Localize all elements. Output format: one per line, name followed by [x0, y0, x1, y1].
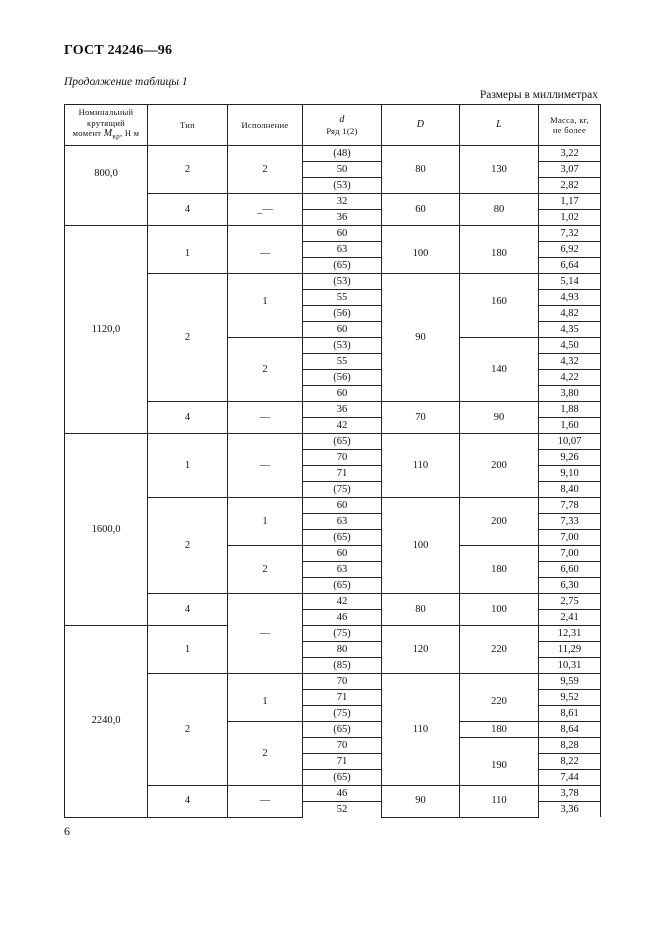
D-cell: 110: [382, 434, 460, 498]
type-cell: 4: [148, 194, 228, 226]
table-row: [65, 146, 601, 162]
D-cell: 70: [382, 402, 460, 434]
mass-cell: 3,80: [539, 386, 601, 402]
mass-cell: 9,52: [539, 690, 601, 706]
type-cell: 2: [148, 674, 228, 786]
d-cell: (65): [303, 722, 382, 738]
mass-cell: 4,22: [539, 370, 601, 386]
D-cell: 120: [382, 626, 460, 674]
L-cell: 220: [460, 626, 539, 674]
mass-cell: 7,00: [539, 530, 601, 546]
version-cell: —: [228, 434, 303, 498]
d-cell: 50: [303, 162, 382, 178]
L-cell: 190: [460, 738, 539, 786]
d-cell: (56): [303, 370, 382, 386]
mass-cell: 3,07: [539, 162, 601, 178]
mass-cell: 4,93: [539, 290, 601, 306]
version-cell: 2: [228, 722, 303, 786]
L-cell: 200: [460, 498, 539, 546]
d-cell: 46: [303, 786, 382, 802]
mass-cell: 11,29: [539, 642, 601, 658]
type-cell: 4: [148, 402, 228, 434]
page-number: 6: [64, 824, 70, 838]
d-cell: (53): [303, 274, 382, 290]
d-cell: 63: [303, 242, 382, 258]
header-version: Исполнение: [228, 105, 303, 146]
d-cell: 63: [303, 562, 382, 578]
d-cell: 55: [303, 354, 382, 370]
d-cell: (75): [303, 482, 382, 498]
d-cell: 63: [303, 514, 382, 530]
d-cell: 70: [303, 450, 382, 466]
version-cell: 1: [228, 274, 303, 338]
d-cell: (65): [303, 578, 382, 594]
d-cell: (65): [303, 770, 382, 786]
d-cell: (65): [303, 434, 382, 450]
d-cell: (65): [303, 530, 382, 546]
L-cell: 90: [460, 402, 539, 434]
d-cell: (53): [303, 338, 382, 354]
table-header-row: [65, 105, 601, 146]
D-cell: 90: [382, 274, 460, 402]
version-cell: —: [228, 594, 303, 674]
d-cell: 70: [303, 674, 382, 690]
mass-cell: 9,26: [539, 450, 601, 466]
version-cell: —: [228, 226, 303, 274]
L-cell: 220: [460, 674, 539, 722]
mass-cell: 9,59: [539, 674, 601, 690]
mass-cell: 8,28: [539, 738, 601, 754]
torque-cell: 1600,0: [65, 434, 148, 626]
version-cell: 2: [228, 338, 303, 402]
d-cell: 71: [303, 690, 382, 706]
d-cell: 36: [303, 402, 382, 418]
d-cell: 80: [303, 642, 382, 658]
mass-cell: 1,02: [539, 210, 601, 226]
mass-cell: 10,07: [539, 434, 601, 450]
d-cell: (75): [303, 626, 382, 642]
mass-cell: 7,33: [539, 514, 601, 530]
version-cell: —: [228, 402, 303, 434]
table-row: [65, 626, 601, 642]
version-cell: _—: [228, 194, 303, 226]
version-cell: 1: [228, 674, 303, 722]
L-cell: 80: [460, 194, 539, 226]
type-cell: 4: [148, 594, 228, 626]
d-cell: (85): [303, 658, 382, 674]
mass-cell: 1,60: [539, 418, 601, 434]
d-cell: 46: [303, 610, 382, 626]
type-cell: 2: [148, 274, 228, 402]
d-cell: 71: [303, 754, 382, 770]
table-row: [65, 434, 601, 450]
mass-cell: 8,40: [539, 482, 601, 498]
mass-cell: 5,14: [539, 274, 601, 290]
document-title: ГОСТ 24246—96: [64, 43, 173, 58]
torque-cell: 1120,0: [65, 226, 148, 434]
mass-cell: 8,61: [539, 706, 601, 722]
mass-cell: 3,36: [539, 802, 601, 818]
d-cell: (48): [303, 146, 382, 162]
L-cell: 100: [460, 594, 539, 626]
D-cell: 110: [382, 674, 460, 786]
mass-cell: 7,32: [539, 226, 601, 242]
d-cell: 60: [303, 498, 382, 514]
units-note: Размеры в миллиметрах: [479, 89, 598, 101]
d-cell: 60: [303, 546, 382, 562]
d-cell: 42: [303, 594, 382, 610]
D-cell: 90: [382, 786, 460, 818]
header-D: D: [382, 105, 460, 146]
type-cell: 4: [148, 786, 228, 818]
torque-cell: 2240,0: [65, 626, 148, 818]
mass-cell: 2,75: [539, 594, 601, 610]
mass-cell: 1,88: [539, 402, 601, 418]
mass-cell: 4,32: [539, 354, 601, 370]
L-cell: 130: [460, 146, 539, 194]
d-cell: 70: [303, 738, 382, 754]
header-mass: Масса, кг, не более: [539, 105, 601, 146]
mass-cell: 3,22: [539, 146, 601, 162]
type-cell: 1: [148, 434, 228, 498]
L-cell: 180: [460, 226, 539, 274]
d-cell: 60: [303, 386, 382, 402]
mass-cell: 1,17: [539, 194, 601, 210]
mass-cell: 10,31: [539, 658, 601, 674]
header-d: d Ряд 1(2): [303, 105, 382, 146]
version-cell: —: [228, 786, 303, 818]
mass-cell: 8,22: [539, 754, 601, 770]
d-cell: 36: [303, 210, 382, 226]
D-cell: 60: [382, 194, 460, 226]
L-cell: 110: [460, 786, 539, 818]
torque-cell: 800,0: [65, 146, 148, 226]
D-cell: 80: [382, 146, 460, 194]
d-cell: 55: [303, 290, 382, 306]
mass-cell: 6,92: [539, 242, 601, 258]
version-cell: 1: [228, 498, 303, 546]
type-cell: 1: [148, 626, 228, 674]
header-type: Тип: [148, 105, 228, 146]
mass-cell: 6,64: [539, 258, 601, 274]
dimensions-table: [64, 104, 601, 818]
d-cell: 52: [303, 802, 382, 818]
d-cell: 71: [303, 466, 382, 482]
d-cell: 42: [303, 418, 382, 434]
mass-cell: 3,78: [539, 786, 601, 802]
mass-cell: 9,10: [539, 466, 601, 482]
L-cell: 200: [460, 434, 539, 498]
mass-cell: 7,00: [539, 546, 601, 562]
version-cell: 2: [228, 546, 303, 594]
mass-cell: 2,82: [539, 178, 601, 194]
L-cell: 180: [460, 722, 539, 738]
mass-cell: 4,35: [539, 322, 601, 338]
d-cell: 32: [303, 194, 382, 210]
mass-cell: 2,41: [539, 610, 601, 626]
header-L: L: [460, 105, 539, 146]
d-cell: (53): [303, 178, 382, 194]
type-cell: 2: [148, 498, 228, 594]
mass-cell: 7,78: [539, 498, 601, 514]
mass-cell: 6,30: [539, 578, 601, 594]
D-cell: 100: [382, 498, 460, 594]
mass-cell: 12,31: [539, 626, 601, 642]
mass-cell: 4,82: [539, 306, 601, 322]
table-row: [65, 226, 601, 242]
d-cell: 60: [303, 322, 382, 338]
d-cell: (65): [303, 258, 382, 274]
header-nominal-torque: Номинальный крутящий момент $M_{кр}$, Н м: [65, 105, 148, 146]
type-cell: 2: [148, 146, 228, 194]
version-cell: 2: [228, 146, 303, 194]
L-cell: 140: [460, 338, 539, 402]
L-cell: 160: [460, 274, 539, 338]
mass-cell: 7,44: [539, 770, 601, 786]
mass-cell: 8,64: [539, 722, 601, 738]
mass-cell: 4,50: [539, 338, 601, 354]
type-cell: 1: [148, 226, 228, 274]
D-cell: 100: [382, 226, 460, 274]
d-cell: (75): [303, 706, 382, 722]
L-cell: 180: [460, 546, 539, 594]
d-cell: (56): [303, 306, 382, 322]
d-cell: 60: [303, 226, 382, 242]
table-continuation-caption: Продолжение таблицы 1: [64, 76, 188, 88]
mass-cell: 6,60: [539, 562, 601, 578]
D-cell: 80: [382, 594, 460, 626]
